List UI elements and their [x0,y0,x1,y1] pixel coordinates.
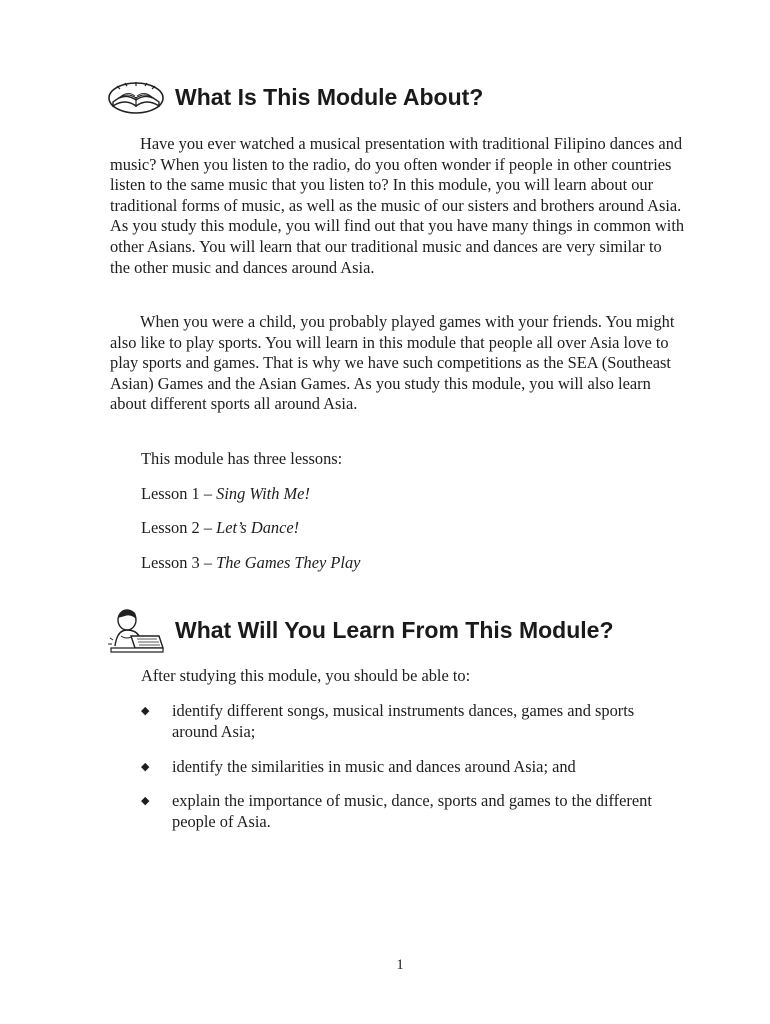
objective-item [141,791,681,832]
objective-text: identify different songs, musical instruments dances, games and sports around Asia; [172,701,635,741]
page-number: 1 [396,957,404,973]
objective-item [141,757,681,778]
bullet-diamond-icon: ◆ [141,705,150,717]
objectives-intro: After studying this module, you should be able to: [141,666,471,685]
section-title: What Is This Module About? [175,83,484,110]
intro-paragraph-1: Have you ever watched a musical presentation with traditional Filipino dances and music? When you listen to the radio, do you often wonder if people in other countries listen to the same music that you listen to? In this module, you will learn about our traditional forms of music, as well as the music of our sisters and brothers around Asia. As you study this module, you will find out that you have many things in common with other Asians. You will learn that our traditional music and dances are very similar to the other music and dances around Asia. [110,134,685,277]
lessons-intro: This module has three lessons: [141,449,343,468]
lesson-item [141,518,299,538]
lesson-title: Sing With Me! [216,484,310,503]
lesson-item [141,484,310,504]
open-book-icon [107,78,165,116]
lesson-prefix: Lesson 3 – [141,553,217,572]
bullet-diamond-icon: ◆ [141,795,150,807]
section-heading-learn [107,606,614,654]
section-title: What Will You Learn From This Module? [175,616,614,643]
bullet-diamond-icon: ◆ [141,761,150,773]
objective-item [141,701,681,742]
lesson-prefix: Lesson 2 – [141,518,217,537]
lesson-title: Let’s Dance! [216,518,300,537]
lesson-item [141,553,360,573]
student-reading-icon [107,606,165,654]
intro-paragraph-2: When you were a child, you probably played games with your friends. You might also like to play sports. You will learn in this module that people all over Asia love to play sports and games. That is why we have such competitions as the SEA (Southeast Asian) Games and the Asian Games. As you study this module, you will also learn about different sports all around Asia. [110,312,675,414]
objective-text: explain the importance of music, dance, sports and games to the different people of Asia. [172,791,652,831]
lesson-prefix: Lesson 1 – [141,484,217,503]
lesson-title: The Games They Play [216,553,361,572]
section-heading-about [107,78,483,116]
objective-text: identify the similarities in music and dances around Asia; and [172,757,576,776]
